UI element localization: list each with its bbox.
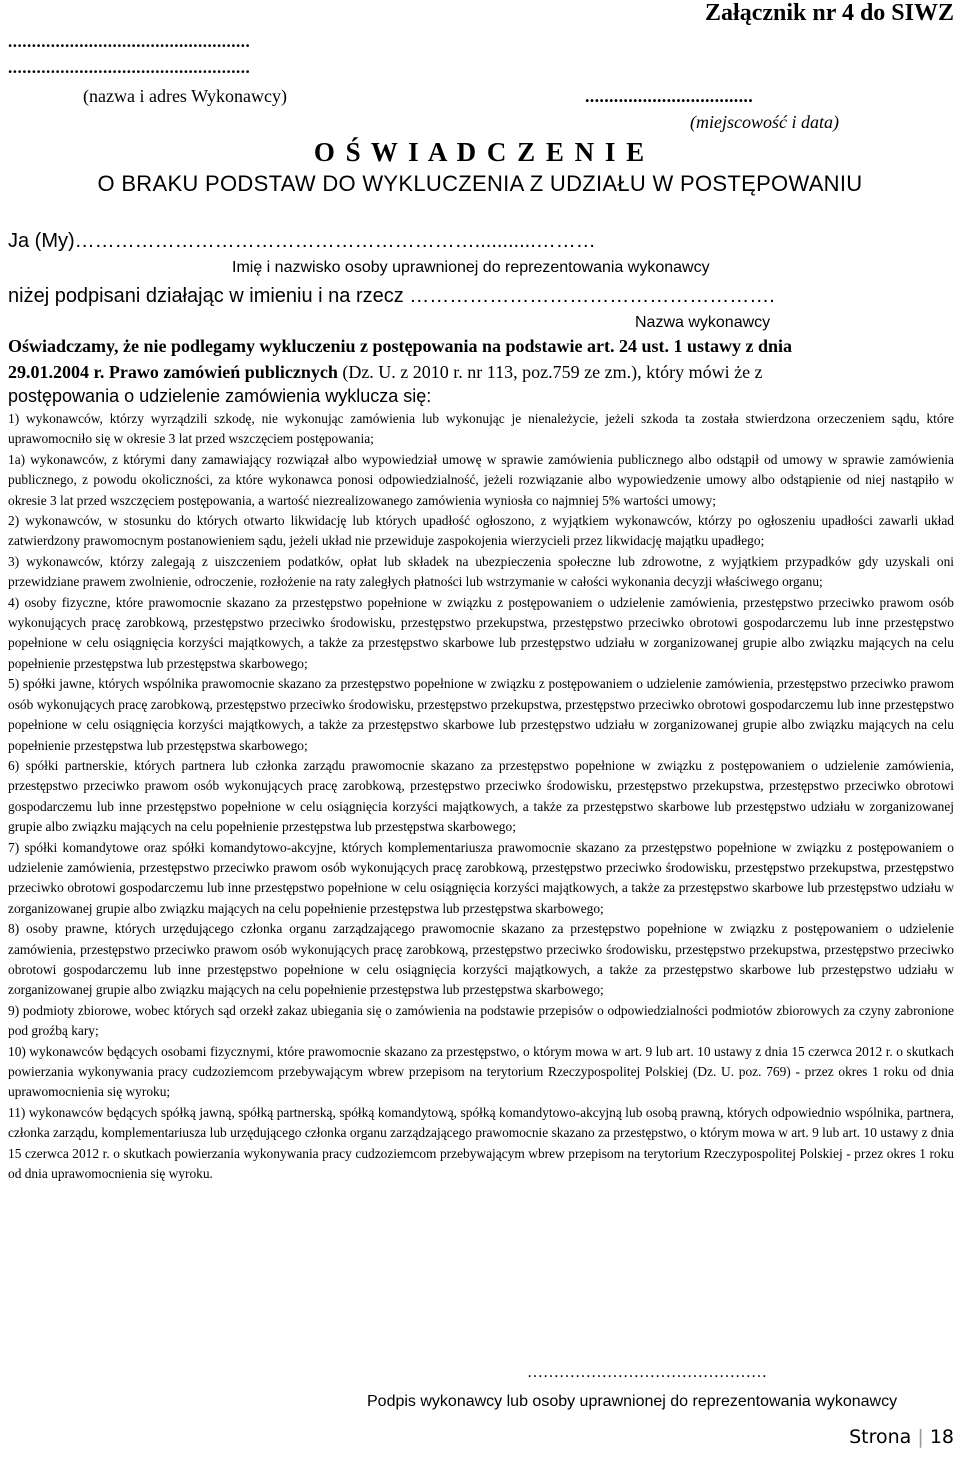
- declarant-name-line: Ja (My)……………………………………………………...........………: [8, 230, 596, 252]
- list-item: 8) osoby prawne, których urzędującego członka organu zarządzającego prawomocnie skazano za przestępstwo popełnione w związku z postępowaniem o udzielenie zamówienia, przestępstwo przeciwko prawom osób wykonujących pracę zarobkową, przestępstwo przeciwko środowisku, przestępstwo przekupstwa, przestępstwo przeciwko obrotowi gospodarczemu lub inne przestępstwo popełnione w celu osiągnięcia korzyści majątkowych, a także za przestępstwo skarbowe lub przestępstwo udziału w zorganizowanej grupie albo związku mających na celu popełnienie przestępstwa lub przestępstwa skarbowego;: [8, 921, 954, 998]
- on-behalf-of-line: niżej podpisani działając w imieniu i na rzecz ……………………………………………….: [8, 285, 775, 307]
- page-word: Strona: [849, 1426, 912, 1448]
- list-item: 1) wykonawców, którzy wyrządzili szkodę, nie wykonując zamówienia lub wykonując je nienależycie, jeżeli szkoda ta została stwierdzona orzeczeniem sądu, które uprawomocniło się w okresie 3 lat przed wszczęciem postępowania;: [8, 411, 954, 447]
- list-item: 1a) wykonawców, z którymi dany zamawiający rozwiązał albo wypowiedział umowę w sprawie zamówienia publicznego albo odstąpił od umowy w sprawie zamówienia publicznego, z powodu okoliczności, za które wykonawca ponosi odpowiedzialność, jeżeli rozwiązanie albo wypowiedzenie umowy albo odstąpienie od niej nastąpiło w okresie 3 lat przed wszczęciem postępowania, a wartość niezrealizowanego zamówienia wyniosła co najmniej 5% wartości umowy;: [8, 451, 954, 508]
- list-item: 10) wykonawców będących osobami fizycznymi, które prawomocnie skazano za przestępstwo, o którym mowa w art. 9 lub art. 10 ustawy z dnia 15 czerwca 2012 r. o skutkach powierzania wykonywania pracy cudzoziemcom przebywającym wbrew przepisom na terytorium Rzeczypospolitej Polskiej (Dz. U. poz. 769) - przez okres 1 roku od dnia uprawomocnienia się wyroku;: [8, 1043, 954, 1100]
- page-footer: [849, 1426, 954, 1448]
- list-item: 4) osoby fizyczne, które prawomocnie skazano za przestępstwo popełnione w związku z postępowaniem o udzielenie zamówienia, przestępstwo przeciwko prawom osób wykonujących pracę zarobkową, przestępstwo przeciwko środowisku, przestępstwo przekupstwa, przestępstwo przeciwko obrotowi gospodarczemu lub inne przestępstwo popełnione w celu osiągnięcia korzyści majątkowych, a także za przestępstwo skarbowe lub przestępstwo udziału w zorganizowanej grupie albo związku mających na celu popełnienie przestępstwa lub przestępstwa skarbowego;: [8, 594, 954, 671]
- contractor-dots-line-1: ...................................................: [8, 32, 251, 51]
- declarant-name-caption: Imię i nazwisko osoby uprawnionej do reprezentowania wykonawcy: [232, 259, 710, 276]
- contractor-name-label: (nazwa i adres Wykonawcy): [83, 86, 287, 106]
- list-item: 11) wykonawców będących spółką jawną, spółką partnerską, spółką komandytową, spółką komandytowo-akcyjną lub osobą prawną, których odpowiednio wspólnika, partnera, członka zarządu, komplementariusza lub urzędującego członka organu zarządzającego prawomocnie skazano za przestępstwo, o którym mowa w art. 9 lub art. 10 ustawy z dnia 15 czerwca 2012 r. o skutkach powierzania wykonywania pracy cudzoziemcom przebywającym wbrew przepisom na terytorium Rzeczypospolitej Polskiej - przez okres 1 roku od dnia uprawomocnienia się wyroku.: [8, 1104, 954, 1182]
- list-item: 5) spółki jawne, których wspólnika prawomocnie skazano za przestępstwo popełnione w związku z postępowaniem o udzielenie zamówienia, przestępstwo przeciwko prawom osób wykonujących pracę zarobkową, przestępstwo przeciwko środowisku, przestępstwo przekupstwa, przestępstwo przeciwko obrotowi gospodarczemu lub inne przestępstwo popełnione w celu osiągnięcia korzyści majątkowych, a także za przestępstwo skarbowe lub przestępstwo udziału w zorganizowanej grupie albo związku mających na celu popełnienie przestępstwa lub przestępstwa skarbowego;: [8, 676, 954, 753]
- place-date-dots: ...................................: [585, 86, 753, 106]
- list-item: 9) podmioty zbiorowe, wobec których sąd orzekł zakaz ubiegania się o zamówienia na podstawie przepisów o odpowiedzialności podmiotów zbiorowych za czyny zabronione pod groźbą kary;: [8, 1002, 954, 1039]
- exclusion-list: [8, 409, 954, 1184]
- place-date-label: (miejscowość i data): [690, 112, 839, 132]
- declaration-line-2: [8, 362, 763, 383]
- list-item: 6) spółki partnerskie, których partnera lub członka zarządu prawomocnie skazano za przestępstwo popełnione w związku z postępowaniem o udzielenie zamówienia, przestępstwo przeciwko prawom osób wykonujących pracę zarobkową, przestępstwo przeciwko środowisku, przestępstwo przekupstwa, przestępstwo przeciwko obrotowi gospodarczemu lub inne przestępstwo popełnione w celu osiągnięcia korzyści majątkowych, a także za przestępstwo skarbowe lub przestępstwo udziału w zorganizowanej grupie albo związku mających na celu popełnienie przestępstwa lub przestępstwa skarbowego;: [8, 757, 954, 835]
- document-title: O Ś W I A D C Z E N I E: [313, 137, 647, 167]
- annex-label: Załącznik nr 4 do SIWZ: [705, 0, 954, 26]
- declaration-line-1: Oświadczamy, że nie podlegamy wykluczeniu z postępowania na podstawie art. 24 ust. 1 ustawy z dnia: [8, 336, 793, 356]
- list-item: 3) wykonawców, którzy zalegają z uiszczeniem podatków, opłat lub składek na ubezpieczenia społeczne lub zdrowotne, z wyjątkiem przypadków gdy uzyskali oni przewidziane prawem zwolnienie, odroczenie, rozłożenie na raty zaległych płatności lub wstrzymanie w całości wykonania decyzji właściwego organu;: [8, 553, 954, 590]
- declaration-act-reference: 29.01.2004 r. Prawo zamówień publicznych: [8, 362, 343, 382]
- contractor-name-caption: Nazwa wykonawcy: [635, 314, 771, 331]
- signature-dots: ………………………………………: [527, 1364, 767, 1381]
- page-number: 18: [929, 1426, 954, 1448]
- declaration-journal-reference: (Dz. U. z 2010 r. nr 113, poz.759 ze zm.), który mówi że z: [342, 362, 763, 382]
- signature-caption: Podpis wykonawcy lub osoby uprawnionej do reprezentowania wykonawcy: [367, 1393, 898, 1410]
- declaration-line-3: postępowania o udzielenie zamówienia wyklucza się:: [8, 386, 432, 406]
- contractor-dots-line-2: ...................................................: [8, 58, 251, 77]
- footer-separator: |: [917, 1426, 924, 1448]
- list-item: 7) spółki komandytowe oraz spółki komandytowo-akcyjne, których komplementariusza prawomocnie skazano za przestępstwo popełnione w związku z postępowaniem o udzielenie zamówienia, przestępstwo przeciwko prawom osób wykonujących pracę zarobkową, przestępstwo przeciwko środowisku, przestępstwo przekupstwa, przestępstwo przeciwko obrotowi gospodarczemu lub inne przestępstwo popełnione w celu osiągnięcia korzyści majątkowych, a także za przestępstwo skarbowe lub przestępstwo udziału w zorganizowanej grupie albo związku mających na celu popełnienie przestępstwa lub przestępstwa skarbowego;: [8, 839, 954, 916]
- list-item: 2) wykonawców, w stosunku do których otwarto likwidację lub których upadłość ogłoszono, z wyjątkiem wykonawców, którzy po ogłoszeniu upadłości zawarli układ zatwierdzony prawomocnym postanowieniem sądu, jeżeli układ nie przewiduje zaspokojenia wierzycieli przez likwidację majątku upadłego;: [8, 513, 954, 549]
- document-subtitle: O BRAKU PODSTAW DO WYKLUCZENIA Z UDZIAŁU W POSTĘPOWANIU: [97, 171, 863, 196]
